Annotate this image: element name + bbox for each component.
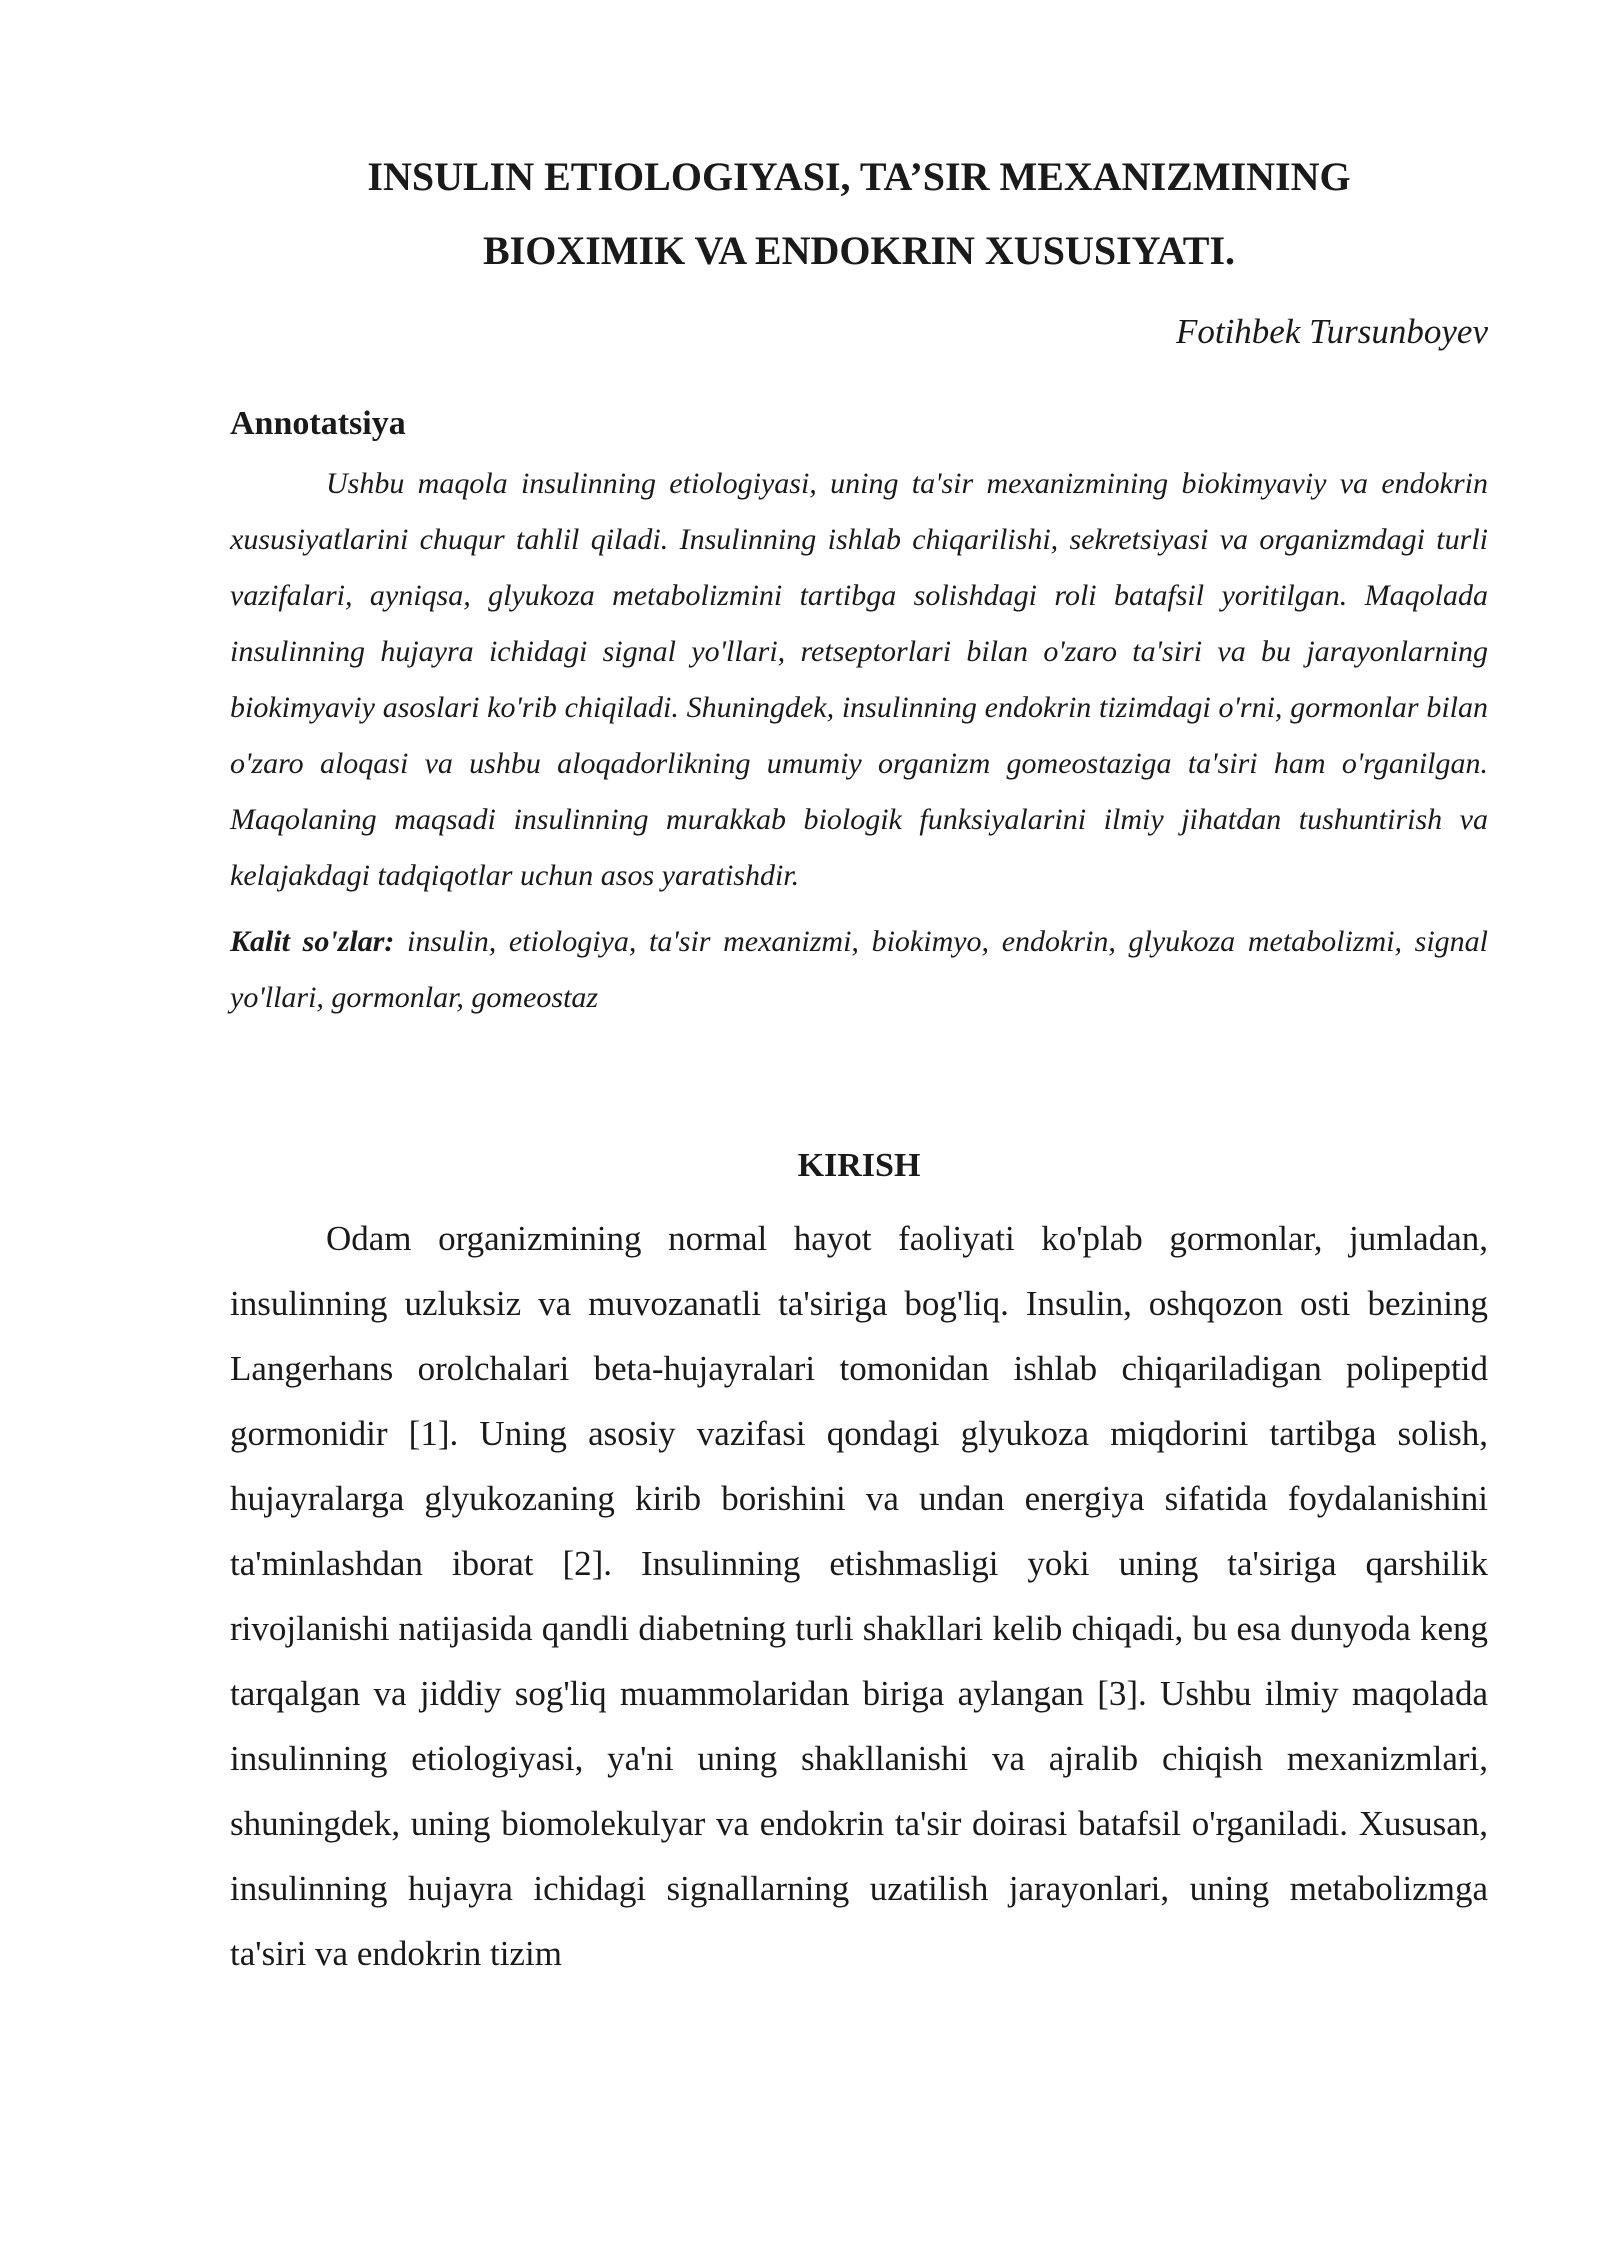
intro-paragraph: Odam organizmining normal hayot faoliyati ko'plab gormonlar, jumladan, insulinning uzluksiz va muvozanatli ta'siriga bog'liq. Insulin, oshqozon osti bezining Langerhans orolchalari beta-hujayralari tomonidan ishlab chiqariladigan polipeptid gormonidir [1]. Uning asosiy vazifasi qondagi glyukoza miqdorini tartibga solish, hujayralarga glyukozaning kirib borishini va undan energiya sifatida foydalanishini ta'minlashdan iborat [2]. Insulinning etishmasligi yoki uning ta'siriga qarshilik rivojlanishi natijasida qandli diabetning turli shakllari kelib chiqadi, bu esa dunyoda keng tarqalgan va jiddiy sog'liq muammolaridan biriga aylangan [3]. Ushbu ilmiy maqolada insulinning etiologiyasi, ya'ni uning shakllanishi va ajralib chiqish mexanizmlari, shuningdek, uning biomolekulyar va endokrin ta'sir doirasi batafsil o'rganiladi. Xususan, insulinning hujayra ichidagi signallarning uzatilish jarayonlari, uning metabolizmga ta'siri va endokrin tizim: [230, 1219, 1488, 1973]
keywords-list: insulin, etiologiya, ta'sir mexanizmi, biokimyo, endokrin, glyukoza metabolizmi, signal yo'llari, gormonlar, gomeostaz: [230, 925, 1489, 1014]
title-line-1: INSULIN ETIOLOGIYASI, TA’SIR MEXANIZMINING: [367, 154, 1351, 199]
annotation-heading: Annotatsiya: [230, 405, 406, 442]
keywords-paragraph: [230, 914, 1488, 1026]
paper-page: [230, 140, 1488, 1986]
annotation-text: Ushbu maqola insulinning etiologiyasi, uning ta'sir mexanizmining biokimyaviy va endokrin xususiyatlarini chuqur tahlil qiladi. Insulinning ishlab chiqarilishi, sekretsiyasi va organizmdagi turli vazifalari, ayniqsa, glyukoza metabolizmini tartibga solishdagi roli batafsil yoritilgan. Maqolada insulinning hujayra ichidagi signal yo'llari, retseptorlari bilan o'zaro ta'siri va bu jarayonlarning biokimyaviy asoslari ko'rib chiqiladi. Shuningdek, insulinning endokrin tizimdagi o'rni, gormonlar bilan o'zaro aloqasi va ushbu aloqadorlikning umumiy organizm gomeostaziga ta'siri ham o'rganilgan. Maqolaning maqsadi insulinning murakkab biologik funksiyalarini ilmiy jihatdan tushuntirish va kelajakdagi tadqiqotlar uchun asos yaratishdir.: [230, 467, 1488, 892]
author-name: Fotihbek Tursunboyev: [1175, 312, 1488, 351]
paper-title: [230, 140, 1488, 288]
title-line-2: BIOXIMIK VA ENDOKRIN XUSUSIYATI.: [482, 228, 1236, 273]
intro-heading: KIRISH: [797, 1147, 921, 1184]
keywords-label: Kalit so'zlar:: [230, 925, 395, 958]
